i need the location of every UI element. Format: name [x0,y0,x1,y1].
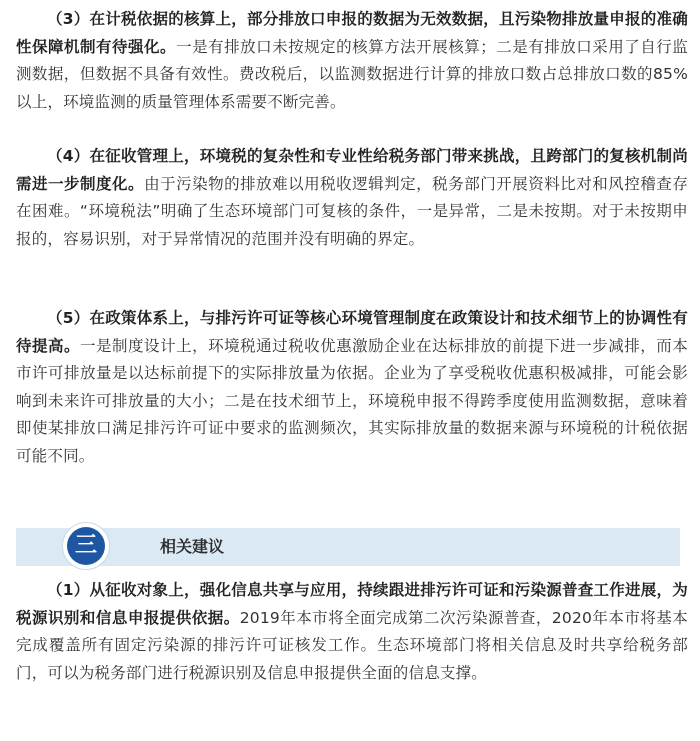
paragraph-heading: （4）在征收管理上，环境税的复杂性和专业性给税务部门带来挑战，且跨部门的复核机制尚需进一步制度化。 [16,147,688,193]
paragraph-item-5 [16,305,688,470]
section-header-band [16,528,680,566]
paragraph-item-3 [16,6,688,116]
paragraph-item-4 [16,143,688,253]
section-number: 三 [67,527,105,565]
paragraph-body: 2019年本市将全面完成第二次污染源普查，2020年本市将基本完成覆盖所有固定污染源的排污许可证核发工作。生态环境部门将相关信息及时共享给税务部门，可以为税务部门进行税源识别及信息申报提供全面的信息支撑。 [16,608,688,682]
paragraph-body: 由于污染物的排放难以用税收逻辑判定，税务部门开展资料比对和风控稽查存在困难。“环境税法”明确了生态环境部门可复核的条件，一是异常，二是未按期。对于未按期申报的，容易识别，对于异常情况的范围并没有明确的界定。 [16,174,688,248]
section-number-badge [62,522,110,570]
paragraph-heading: （1）从征收对象上，强化信息共享与应用，持续跟进排污许可证和污染源普查工作进展，为税源识别和信息申报提供依据。 [16,581,688,627]
paragraph-heading: （3）在计税依据的核算上，部分排放口申报的数据为无效数据，且污染物排放量申报的准确性保障机制有待强化。 [16,10,688,56]
paragraph-body: 一是有排放口未按规定的核算方法开展核算；二是有排放口采用了自行监测数据，但数据不具备有效性。费改税后，以监测数据进行计算的排放口数占总排放口数的85%以上，环境监测的质量管理体系需要不断完善。 [16,37,688,111]
paragraph-body: 一是制度设计上，环境税通过税收优惠激励企业在达标排放的前提下进一步减排，而本市许可排放量是以达标前提下的实际排放量为依据。企业为了享受税收优惠积极减排，可能会影响到未来许可排放量的大小；二是在技术细节上，环境税申报不得跨季度使用监测数据，意味着即使某排放口满足排污许可证中要求的监测频次，其实际排放量的数据来源与环境税的计税依据可能不同。 [16,336,688,465]
section-title: 相关建议 [160,537,225,556]
recommendation-item-1 [16,577,688,687]
paragraph-heading: （5）在政策体系上，与排污许可证等核心环境管理制度在政策设计和技术细节上的协调性有待提高。 [16,309,688,355]
